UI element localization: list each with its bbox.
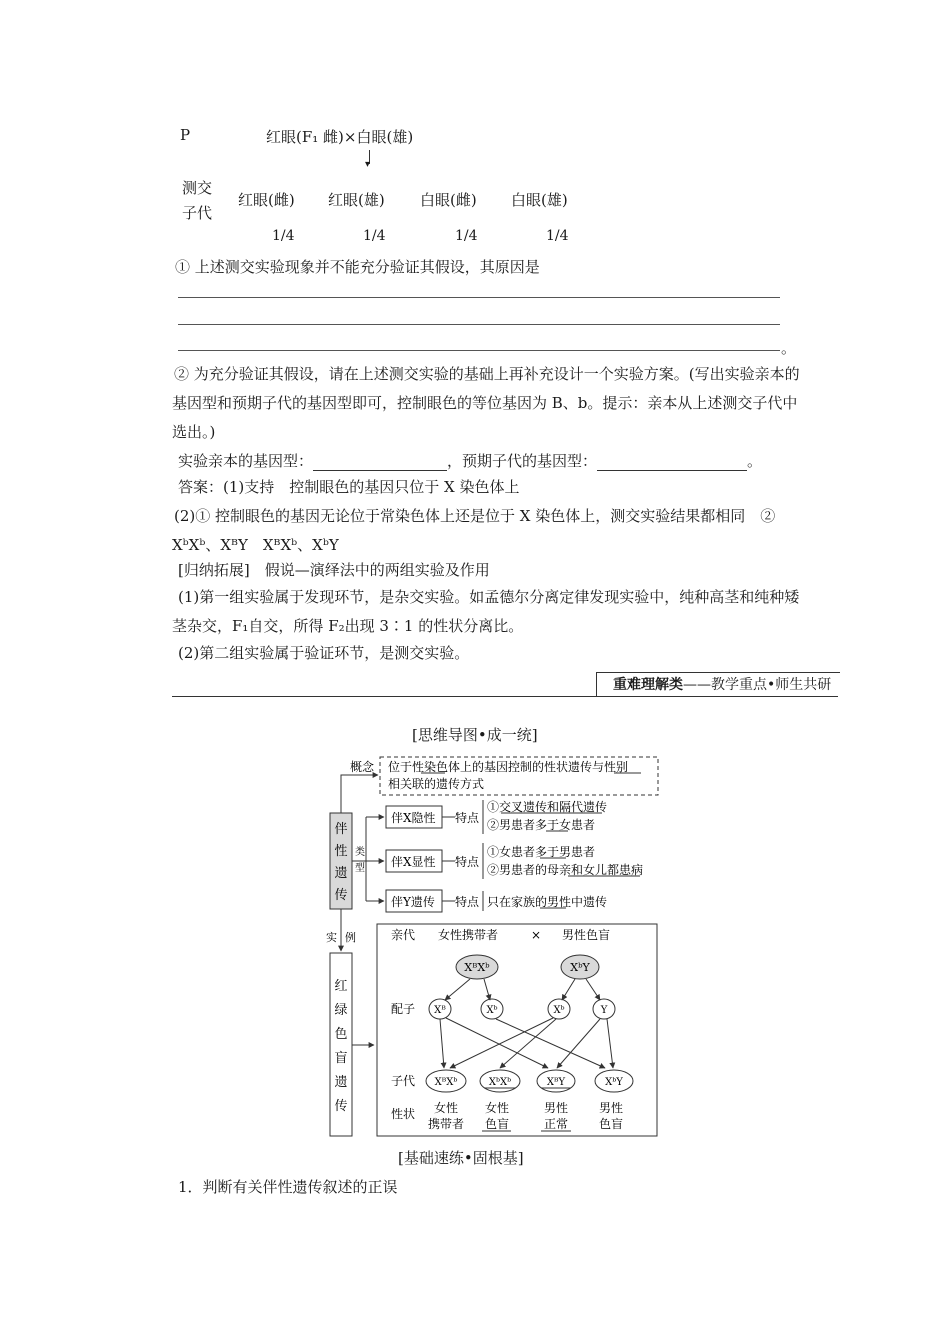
type-name-1: 伴X隐性 xyxy=(391,811,436,825)
trait-3-line-1: 男性 xyxy=(543,1101,569,1115)
cross-symbol: × xyxy=(531,928,542,942)
fill-label-offspring: ，预期子代的基因型： xyxy=(447,452,598,470)
trait-4-line-1: 男性 xyxy=(598,1101,624,1115)
example-root-2: 绿 xyxy=(334,1003,348,1018)
concept-label: 概念 xyxy=(350,760,375,774)
parents-cross: 红眼(F₁ 雌)×白眼(雄) xyxy=(266,128,414,146)
female-carrier-label: 女性携带者 xyxy=(438,928,499,942)
parent-female: XᴮXᵇ xyxy=(464,961,490,974)
gamete-4: Y xyxy=(600,1005,608,1016)
example-label-1: 实 xyxy=(326,931,337,944)
ratio-4: 1/4 xyxy=(546,228,569,244)
concept-text-1: 位于性染色体上的基因控制的性状遗传与性别 xyxy=(388,760,629,774)
pedigree-offspring-1: XᴮXᵇ xyxy=(434,1077,458,1088)
root-char-1: 伴 xyxy=(334,822,348,837)
gamete-2: Xᵇ xyxy=(486,1005,498,1016)
trait-1-line-2: 携带者 xyxy=(427,1117,465,1131)
type-1-point-2: ②男患者多于女患者 xyxy=(487,818,596,832)
example-label-2: 例 xyxy=(345,931,356,944)
answer-line-1-text: 答案：(1)支持 控制眼色的基因只位于 X 染色体上 xyxy=(178,478,520,496)
type-3-point-1: 只在家族的男性中遗传 xyxy=(487,895,608,909)
row-gamete-label: 配子 xyxy=(391,1002,416,1016)
root-char-4: 传 xyxy=(334,888,348,903)
arrow-down-icon: ▾ xyxy=(365,159,371,170)
extension-p1: (1)第一组实验属于发现环节，是杂交实验。如孟德尔分离定律发现实验中，纯种高茎和纯种矮茎杂交，F₁自交，所得 F₂出现 3∶1 的性状分离比。 xyxy=(172,588,800,635)
p-generation-label: P xyxy=(180,126,191,144)
trait-1-line-1: 女性 xyxy=(433,1101,459,1115)
trait-3-line-2: 正常 xyxy=(543,1117,569,1131)
ratio-1: 1/4 xyxy=(272,228,295,244)
type-2-point-2: ②男患者的母亲和女儿都患病 xyxy=(487,863,644,877)
example-root-4: 盲 xyxy=(334,1051,348,1066)
example-root-3: 色 xyxy=(334,1027,348,1042)
example-root-1: 红 xyxy=(334,979,348,994)
row-trait-label: 性状 xyxy=(391,1107,416,1121)
ratio-2: 1/4 xyxy=(363,228,386,244)
example-root-6: 传 xyxy=(334,1099,348,1114)
trait-4-line-2: 色盲 xyxy=(598,1117,624,1131)
type-feature-3: 特点 xyxy=(455,895,480,909)
row-offspring-label: 子代 xyxy=(391,1074,416,1088)
pedigree-offspring-3: XᴮY xyxy=(546,1077,566,1088)
type-name-2: 伴X显性 xyxy=(391,855,436,869)
ratio-3: 1/4 xyxy=(455,228,478,244)
answer-line-2-text: (2)① 控制眼色的基因无论位于常染色体上还是位于 X 染色体上，测交实验结果都相同 ② XᵇXᵇ、XᴮY XᴮXᵇ、XᵇY xyxy=(172,507,776,554)
male-blind-label: 男性色盲 xyxy=(562,928,611,942)
type-1-point-1: ①交叉遗传和隔代遗传 xyxy=(487,800,608,814)
practice-title: [基础速练•固根基] xyxy=(398,1149,524,1167)
extension-title: [归纳拓展] 假说—演绎法中的两组实验及作用 xyxy=(178,561,490,579)
offspring-4: 白眼(雄) xyxy=(511,191,568,209)
gamete-1: Xᴮ xyxy=(434,1005,446,1016)
section-header-rest: ——教学重点•师生共研 xyxy=(683,677,832,693)
root-char-3: 遗 xyxy=(334,866,348,881)
type-feature-2: 特点 xyxy=(455,855,480,869)
trait-2-line-1: 女性 xyxy=(484,1101,510,1115)
question-2: ② 为充分验证其假设，请在上述测交实验的基础上再补充设计一个实验方案。(写出实验亲本的基因型和预期子代的基因型即可，控制眼色的等位基因为 B、b。提示：亲本从上述测交子代中选出。) xyxy=(172,365,800,441)
testcross-label-1: 测交 xyxy=(182,179,213,197)
offspring-3: 白眼(雌) xyxy=(420,191,477,209)
type-2-point-1: ①女患者多于男患者 xyxy=(487,845,596,859)
question-1-end: 。 xyxy=(781,339,797,357)
extension-p2: (2)第二组实验属于验证环节，是测交实验。 xyxy=(178,644,470,662)
root-char-2: 性 xyxy=(334,844,348,859)
testcross-label-2: 子代 xyxy=(182,204,213,222)
practice-item-1: 1．判断有关伴性遗传叙述的正误 xyxy=(178,1178,398,1196)
type-name-3: 伴Y遗传 xyxy=(391,895,435,909)
type-label-2: 型 xyxy=(355,863,365,874)
type-feature-1: 特点 xyxy=(455,811,480,825)
section-header-bold: 重难理解类 xyxy=(613,677,683,693)
mindmap-title: [思维导图•成一统] xyxy=(412,726,538,744)
type-label-1: 类 xyxy=(355,847,365,858)
parent-male: XᵇY xyxy=(570,961,590,974)
offspring-1: 红眼(雌) xyxy=(238,191,295,209)
concept-text-2: 相关联的遗传方式 xyxy=(388,777,485,791)
question-1: ① 上述测交实验现象并不能充分验证其假设，其原因是 xyxy=(175,258,540,276)
offspring-2: 红眼(雄) xyxy=(328,191,385,209)
pedigree-offspring-4: XᵇY xyxy=(605,1077,623,1088)
fill-label-parents: 实验亲本的基因型： xyxy=(178,452,314,470)
row-parent-label: 亲代 xyxy=(391,928,416,942)
fill-end: 。 xyxy=(747,452,763,470)
trait-2-line-2: 色盲 xyxy=(484,1117,510,1131)
concept-connector xyxy=(341,775,378,813)
pedigree-offspring-2: XᵇXᵇ xyxy=(488,1077,512,1088)
gamete-3: Xᵇ xyxy=(553,1005,565,1016)
example-root-5: 遗 xyxy=(334,1075,348,1090)
